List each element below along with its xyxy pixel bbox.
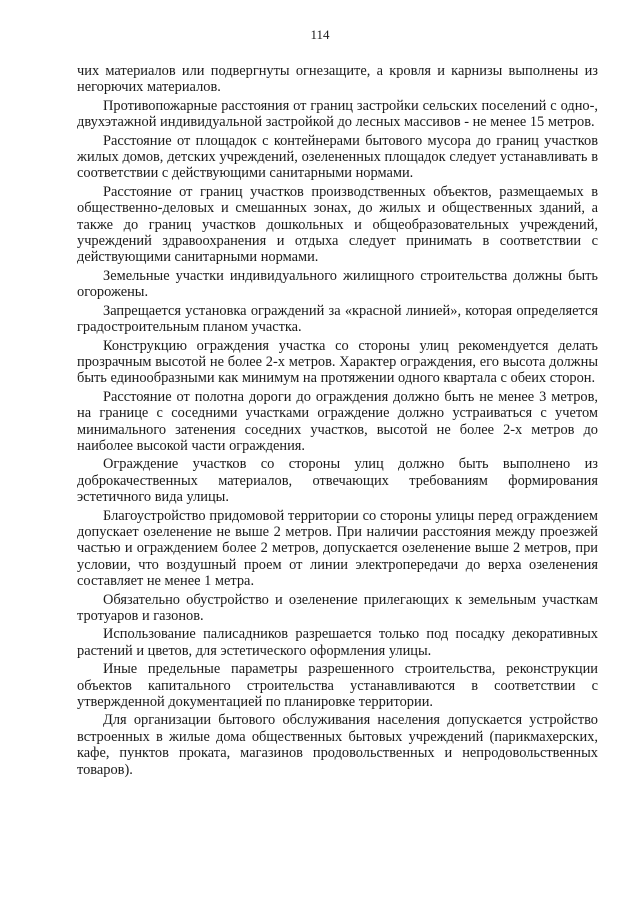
page-number: 114 (310, 27, 330, 42)
paragraph: Противопожарные расстояния от границ застройки сельских поселений с одно-, двухэтажной индивидуальной застройкой до лесных массивов - не менее 15 метров. (77, 97, 598, 131)
document-body (77, 63, 598, 780)
paragraph: Иные предельные параметры разрешенного строительства, реконструкции объектов капитального строительства устанавливаются в соответствии с утвержденной документацией по планировке территории. (77, 661, 598, 711)
paragraph: чих материалов или подвергнуты огнезащите, а кровля и карнизы выполнены из негорючих материалов. (77, 63, 598, 96)
paragraph: Конструкцию ограждения участка со стороны улиц рекомендуется делать прозрачным высотой не более 2-х метров. Характер ограждения, его высота должны быть единообразными как минимум на протяжении одного квартала с обеих сторон. (77, 337, 598, 387)
paragraph: Запрещается установка ограждений за «красной линией», которая определяется градостроительным планом участка. (77, 302, 598, 336)
paragraph: Расстояние от полотна дороги до ограждения должно быть не менее 3 метров, на границе с соседними участками ограждение должно устраиваться с учетом минимального затенения соседних участков, высотой не более 2-х метров до наиболее высокой части ограждения. (77, 388, 598, 454)
paragraph: Земельные участки индивидуального жилищного строительства должны быть огорожены. (77, 267, 598, 301)
paragraph: Для организации бытового обслуживания населения допускается устройство встроенных в жилые дома общественных бытовых учреждений (парикмахерских, кафе, пунктов проката, магазинов продовольственных и непродовольственных товаров). (77, 712, 598, 778)
paragraph: Расстояние от границ участков производственных объектов, размещаемых в общественно-деловых и смешанных зонах, до жилых и общественных зданий, а также до границ участков дошкольных и общеобразовательных учреждений, учреждений здравоохранения и отдыха следует принимать в соответствии с действующими санитарными нормами. (77, 183, 598, 266)
paragraph: Ограждение участков со стороны улиц должно быть выполнено из доброкачественных материалов, отвечающих требованиям формирования эстетичного вида улицы. (77, 456, 598, 506)
paragraph: Использование палисадников разрешается только под посадку декоративных растений и цветов, для эстетического оформления улицы. (77, 626, 598, 659)
paragraph: Благоустройство придомовой территории со стороны улицы перед ограждением допускает озеленение не выше 2 метров. При наличии расстояния между проезжей частью и ограждением более 2 метров, допускается озеленение выше 2 метров, при условии, что воздушный проем от линии электропередачи до верха озеленения составляет не менее 1 метра. (77, 507, 598, 590)
paragraph: Расстояние от площадок с контейнерами бытового мусора до границ участков жилых домов, детских учреждений, озелененных площадок следует устанавливать в соответствии с действующими санитарными нормами. (77, 132, 598, 182)
paragraph: Обязательно обустройство и озеленение прилегающих к земельным участкам тротуаров и газонов. (77, 591, 598, 624)
